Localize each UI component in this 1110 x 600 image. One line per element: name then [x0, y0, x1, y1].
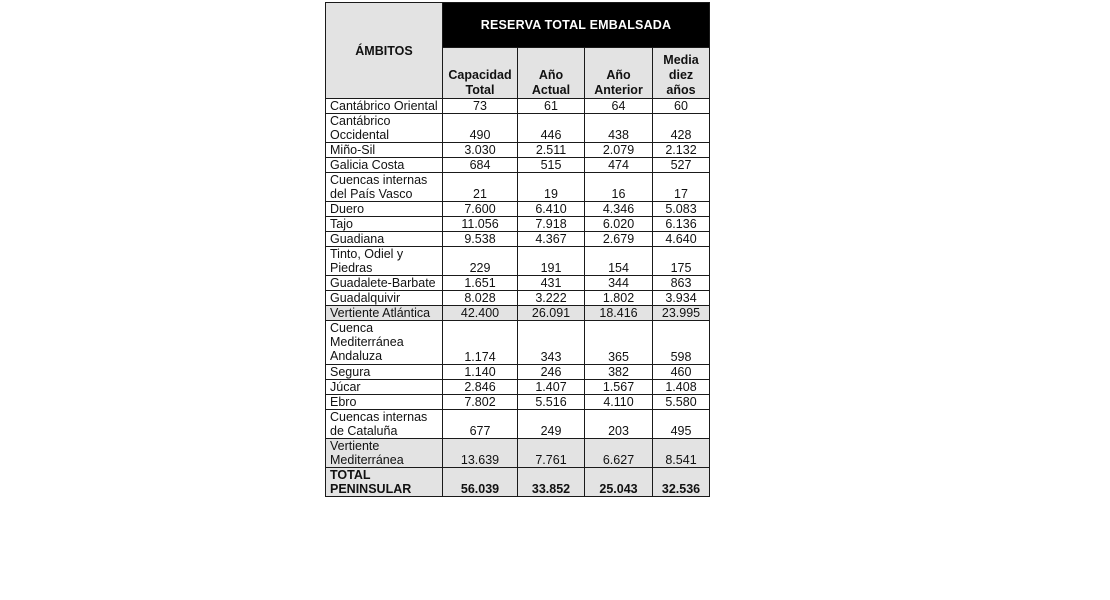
value-cell: 32.536 [653, 468, 710, 497]
value-cell: 3.934 [653, 291, 710, 306]
value-cell: 60 [653, 99, 710, 114]
table-row [326, 232, 710, 247]
table-row [326, 395, 710, 410]
value-cell: 1.567 [585, 380, 653, 395]
value-cell: 365 [585, 321, 653, 365]
value-cell: 428 [653, 114, 710, 143]
value-cell: 73 [443, 99, 518, 114]
value-cell: 5.580 [653, 395, 710, 410]
value-cell: 677 [443, 410, 518, 439]
ambitos-header: ÁMBITOS [326, 3, 443, 99]
value-cell: 33.852 [518, 468, 585, 497]
value-cell: 5.083 [653, 202, 710, 217]
table-row [326, 173, 710, 202]
ambito-name: Tinto, Odiel y Piedras [326, 247, 443, 276]
value-cell: 527 [653, 158, 710, 173]
ambito-name: Cuenca Mediterránea Andaluza [326, 321, 443, 365]
table-row [326, 217, 710, 232]
ano-anterior-header [585, 48, 653, 99]
value-cell: 446 [518, 114, 585, 143]
value-cell: 6.410 [518, 202, 585, 217]
value-cell: 191 [518, 247, 585, 276]
value-cell: 2.511 [518, 143, 585, 158]
value-cell: 1.651 [443, 276, 518, 291]
subtotal-row [326, 306, 710, 321]
value-cell: 1.802 [585, 291, 653, 306]
table-row [326, 202, 710, 217]
value-cell: 3.030 [443, 143, 518, 158]
ambito-name: Segura [326, 365, 443, 380]
ambito-name: Guadiana [326, 232, 443, 247]
value-cell: 19 [518, 173, 585, 202]
subtotal-row [326, 439, 710, 468]
ambito-name: Guadalquivir [326, 291, 443, 306]
table-row [326, 99, 710, 114]
value-cell: 490 [443, 114, 518, 143]
media-diez-anos-header [653, 48, 710, 99]
value-cell: 495 [653, 410, 710, 439]
value-cell: 7.802 [443, 395, 518, 410]
value-cell: 8.541 [653, 439, 710, 468]
reservoir-table [325, 2, 710, 497]
value-cell: 17 [653, 173, 710, 202]
value-cell: 56.039 [443, 468, 518, 497]
value-cell: 2.132 [653, 143, 710, 158]
value-cell: 598 [653, 321, 710, 365]
value-cell: 684 [443, 158, 518, 173]
ambito-name: Miño-Sil [326, 143, 443, 158]
value-cell: 515 [518, 158, 585, 173]
value-cell: 249 [518, 410, 585, 439]
value-cell: 460 [653, 365, 710, 380]
value-cell: 154 [585, 247, 653, 276]
value-cell: 21 [443, 173, 518, 202]
value-cell: 3.222 [518, 291, 585, 306]
value-cell: 2.846 [443, 380, 518, 395]
ambito-name: Cantábrico Oriental [326, 99, 443, 114]
table-row [326, 365, 710, 380]
capacidad-total-header [443, 48, 518, 99]
value-cell: 246 [518, 365, 585, 380]
table-row [326, 247, 710, 276]
value-cell: 5.516 [518, 395, 585, 410]
value-cell: 23.995 [653, 306, 710, 321]
table-row [326, 114, 710, 143]
value-cell: 175 [653, 247, 710, 276]
ambito-name: Vertiente Atlántica [326, 306, 443, 321]
header-row-top [326, 3, 710, 48]
ambito-name: Cantábrico Occidental [326, 114, 443, 143]
ambito-name: Tajo [326, 217, 443, 232]
table-row [326, 158, 710, 173]
value-cell: 2.079 [585, 143, 653, 158]
value-cell: 61 [518, 99, 585, 114]
value-cell: 474 [585, 158, 653, 173]
value-cell: 229 [443, 247, 518, 276]
ambito-name: TOTAL PENINSULAR [326, 468, 443, 497]
table-row [326, 410, 710, 439]
ambito-name: Galicia Costa [326, 158, 443, 173]
value-cell: 1.174 [443, 321, 518, 365]
value-cell: 8.028 [443, 291, 518, 306]
column-header-label: Capacidad Total [448, 68, 512, 97]
value-cell: 16 [585, 173, 653, 202]
value-cell: 26.091 [518, 306, 585, 321]
value-cell: 7.761 [518, 439, 585, 468]
value-cell: 438 [585, 114, 653, 143]
table-row [326, 321, 710, 365]
ambito-name: Júcar [326, 380, 443, 395]
value-cell: 18.416 [585, 306, 653, 321]
value-cell: 4.367 [518, 232, 585, 247]
table-body [326, 99, 710, 497]
table-row [326, 276, 710, 291]
value-cell: 7.600 [443, 202, 518, 217]
value-cell: 6.627 [585, 439, 653, 468]
value-cell: 42.400 [443, 306, 518, 321]
value-cell: 11.056 [443, 217, 518, 232]
table-header [326, 3, 710, 99]
value-cell: 863 [653, 276, 710, 291]
value-cell: 9.538 [443, 232, 518, 247]
value-cell: 25.043 [585, 468, 653, 497]
ambito-name: Cuencas internas de Cataluña [326, 410, 443, 439]
table-row [326, 143, 710, 158]
value-cell: 4.640 [653, 232, 710, 247]
table-row [326, 380, 710, 395]
value-cell: 382 [585, 365, 653, 380]
value-cell: 64 [585, 99, 653, 114]
value-cell: 4.110 [585, 395, 653, 410]
value-cell: 6.020 [585, 217, 653, 232]
value-cell: 343 [518, 321, 585, 365]
value-cell: 1.408 [653, 380, 710, 395]
table-row [326, 291, 710, 306]
column-header-label: Año Actual [531, 68, 571, 97]
column-header-label: Año Anterior [594, 68, 643, 97]
value-cell: 2.679 [585, 232, 653, 247]
value-cell: 1.140 [443, 365, 518, 380]
value-cell: 13.639 [443, 439, 518, 468]
ambito-name: Vertiente Mediterránea [326, 439, 443, 468]
value-cell: 1.407 [518, 380, 585, 395]
column-header-label: Media diez años [663, 53, 699, 97]
reserva-total-header: RESERVA TOTAL EMBALSADA [443, 3, 710, 48]
value-cell: 4.346 [585, 202, 653, 217]
total-row [326, 468, 710, 497]
ambito-name: Ebro [326, 395, 443, 410]
value-cell: 203 [585, 410, 653, 439]
ambito-name: Cuencas internas del País Vasco [326, 173, 443, 202]
ano-actual-header [518, 48, 585, 99]
value-cell: 7.918 [518, 217, 585, 232]
value-cell: 431 [518, 276, 585, 291]
ambito-name: Duero [326, 202, 443, 217]
ambito-name: Guadalete-Barbate [326, 276, 443, 291]
value-cell: 344 [585, 276, 653, 291]
value-cell: 6.136 [653, 217, 710, 232]
